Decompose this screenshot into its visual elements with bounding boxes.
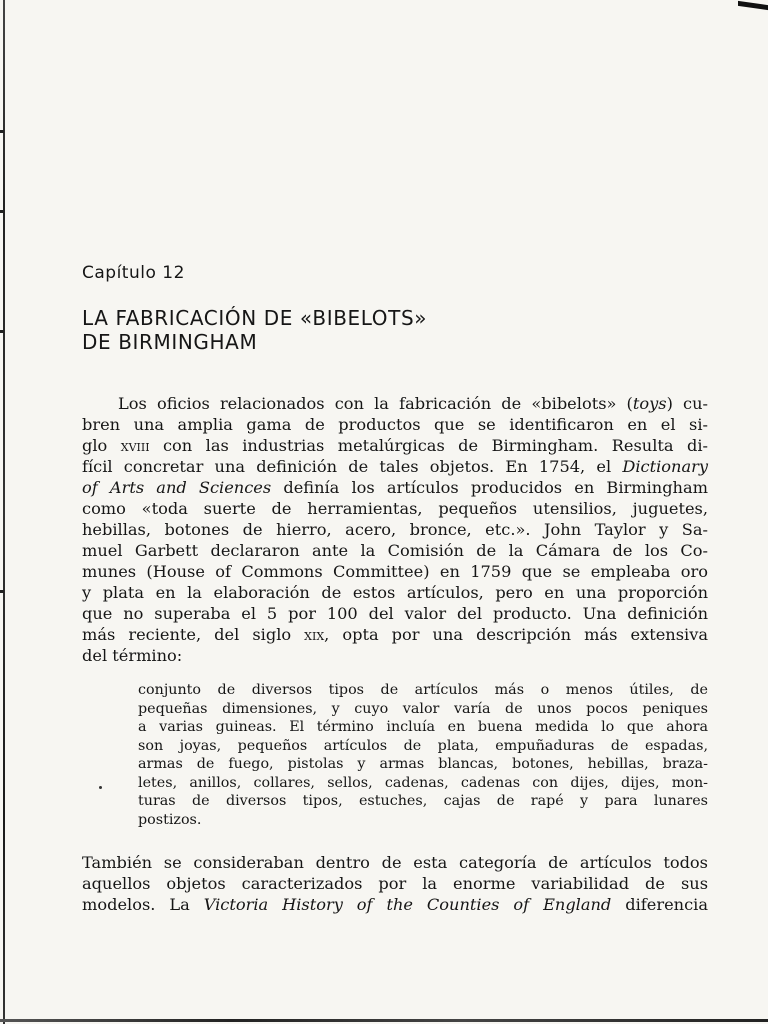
quote-line: son joyas, pequeños artículos de plata, empuñaduras de espadas, <box>138 737 708 754</box>
text-line: bren una amplia gama de productos que se identificaron en el si- <box>82 415 708 434</box>
text-line: modelos. La Victoria History of the Counties of England diferencia <box>82 895 708 914</box>
text-line: fícil concretar una definición de tales objetos. En 1754, el Dictionary <box>82 457 708 476</box>
text-line: of Arts and Sciences definía los artículos producidos en Birmingham <box>82 478 708 497</box>
scan-bottom-edge <box>0 1019 768 1022</box>
text-line: También se consideraban dentro de esta categoría de artículos todos <box>82 853 708 872</box>
text-line: que no superaba el 5 por 100 del valor del producto. Una definición <box>82 604 708 623</box>
text-line: del término: <box>82 646 183 665</box>
scan-edge-mark <box>0 590 4 593</box>
text-line: más reciente, del siglo xix, opta por una descripción más extensiva <box>82 625 708 644</box>
scan-edge-mark <box>0 130 4 133</box>
quote-line: letes, anillos, collares, sellos, cadenas, cadenas con dijes, dijes, mon- <box>138 774 708 791</box>
scan-edge-mark <box>0 210 4 213</box>
chapter-title-line: DE BIRMINGHAM <box>82 330 258 354</box>
scan-edge-mark <box>0 330 4 333</box>
paragraph-1 <box>82 393 708 666</box>
quote-line: postizos. <box>138 811 202 828</box>
chapter-label: Capítulo 12 <box>82 263 185 283</box>
block-quote <box>138 681 708 829</box>
text-line: aquellos objetos caracterizados por la enorme variabilidad de sus <box>82 874 708 893</box>
quote-line: conjunto de diversos tipos de artículos más o menos útiles, de <box>138 682 708 698</box>
quote-line: armas de fuego, pistolas y armas blancas, botones, hebillas, braza- <box>138 756 708 772</box>
text-line: como «toda suerte de herramientas, pequeños utensilios, juguetes, <box>82 499 708 518</box>
text-line: muel Garbett declararon ante la Comisión de la Cámara de los Co- <box>82 541 708 560</box>
text-line: Los oficios relacionados con la fabricación de «bibelots» (toys) cu- <box>118 394 709 413</box>
scan-left-edge <box>3 0 5 1024</box>
text-line: glo xviii con las industrias metalúrgicas de Birmingham. Resulta di- <box>82 436 708 455</box>
quote-line: turas de diversos tipos, estuches, cajas de rapé y para lunares <box>138 793 708 809</box>
quote-line: pequeñas dimensiones, y cuyo valor varía de unos pocos peniques <box>138 700 708 717</box>
quote-line: a varias guineas. El término incluía en buena medida lo que ahora <box>138 719 708 735</box>
text-line: y plata en la elaboración de estos artículos, pero en una proporción <box>82 583 708 602</box>
text-line: hebillas, botones de hierro, acero, bronce, etc.». John Taylor y Sa- <box>82 520 708 539</box>
text-line: munes (House of Commons Committee) en 1759 que se empleaba oro <box>82 562 708 581</box>
chapter-title-line: LA FABRICACIÓN DE «BIBELOTS» <box>82 306 428 330</box>
scan-corner-mark <box>738 1 768 10</box>
scan-speck <box>99 786 102 789</box>
paragraph-2 <box>82 852 708 915</box>
chapter-title <box>82 306 427 354</box>
